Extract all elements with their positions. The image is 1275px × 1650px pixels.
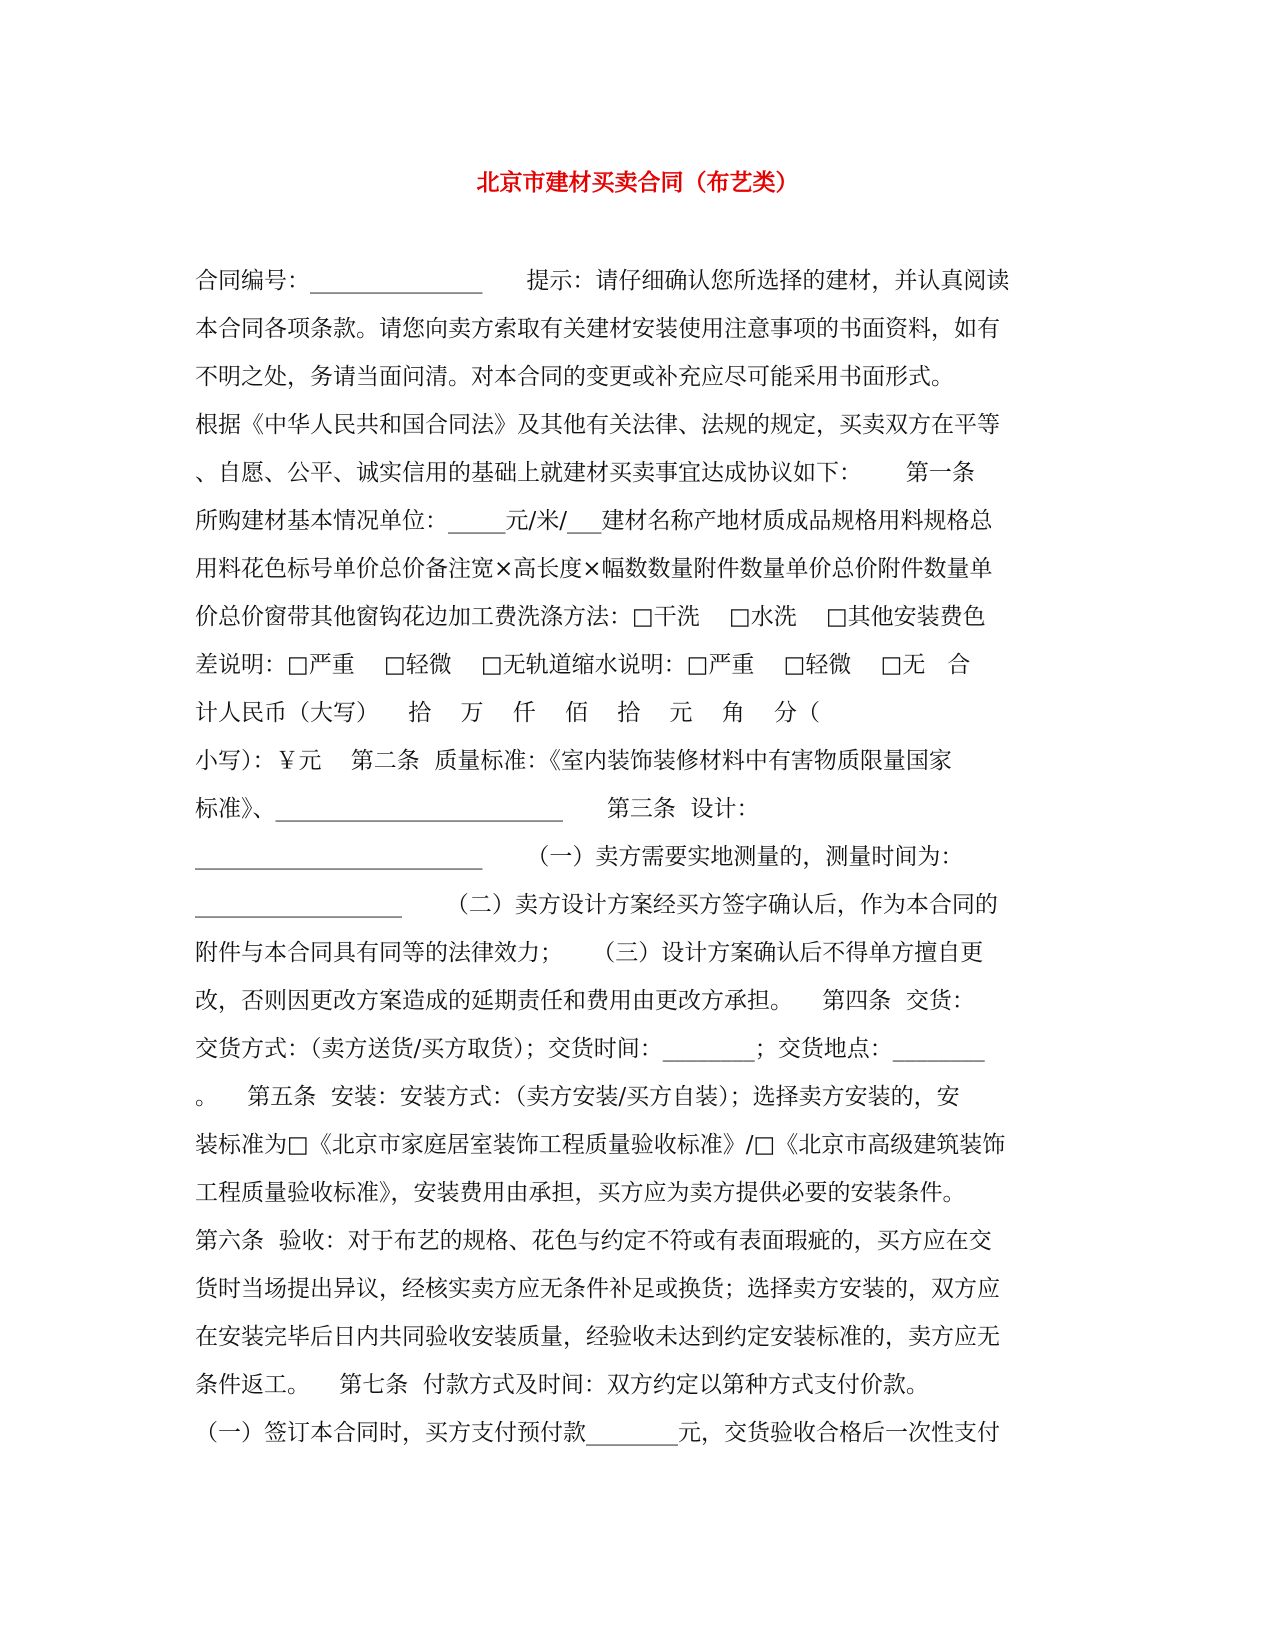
body-line: 差说明：□严重 □轻微 □无轨道缩水说明：□严重 □轻微 □无 合	[195, 652, 971, 678]
body-line: 在安装完毕后日内共同验收安装质量，经验收未达到约定安装标准的，卖方应无	[195, 1324, 1000, 1350]
body-line: 。 第五条 安装：安装方式：（卖方安装/买方自装）；选择卖方安装的，安	[195, 1084, 960, 1110]
contract-body	[195, 257, 1081, 1457]
body-line: 改，否则因更改方案造成的延期责任和费用由更改方承担。 第四条 交货：	[195, 988, 975, 1014]
body-line: 不明之处，务请当面问清。对本合同的变更或补充应尽可能采用书面形式。	[195, 364, 954, 390]
body-line: 本合同各项条款。请您向卖方索取有关建材安装使用注意事项的书面资料，如有	[195, 316, 1000, 342]
body-line: （一）签订本合同时，买方支付预付款________元，交货验收合格后一次性支付	[195, 1420, 1000, 1446]
body-line: _________________________ （一）卖方需要实地测量的，测量时间为：	[195, 844, 964, 870]
body-line: 附件与本合同具有同等的法律效力； （三）设计方案确认后不得单方擅自更	[195, 940, 984, 966]
body-line: 标准》、_________________________ 第三条 设计：	[195, 796, 760, 822]
body-line: 第六条 验收：对于布艺的规格、花色与约定不符或有表面瑕疵的，买方应在交	[195, 1228, 992, 1254]
body-line: 装标准为□《北京市家庭居室装饰工程质量验收标准》/□《北京市高级建筑装饰	[195, 1132, 1006, 1158]
body-line: 货时当场提出异议，经核实卖方应无条件补足或换货；选择卖方安装的，双方应	[195, 1276, 1000, 1302]
body-line: 小写）：￥元 第二条 质量标准：《室内装饰装修材料中有害物质限量国家	[195, 748, 952, 774]
body-line: 工程质量验收标准》，安装费用由承担，买方应为卖方提供必要的安装条件。	[195, 1180, 966, 1206]
body-line: 所购建材基本情况单位：_____元/米/___建材名称产地材质成品规格用料规格总	[195, 508, 993, 534]
body-line: 、自愿、公平、诚实信用的基础上就建材买卖事宜达成协议如下： 第一条	[195, 460, 975, 486]
body-line: 根据《中华人民共和国合同法》及其他有关法律、法规的规定，买卖双方在平等	[195, 412, 1000, 438]
body-line: __________________ （二）卖方设计方案经买方签字确认后，作为本合同的	[195, 892, 998, 918]
document-title: 北京市建材买卖合同（布艺类）	[476, 169, 799, 196]
body-line: 合同编号：_______________ 提示：请仔细确认您所选择的建材，并认真阅读	[195, 268, 1010, 294]
body-line: 用料花色标号单价总价备注宽×高长度×幅数数量附件数量单价总价附件数量单	[195, 556, 993, 582]
body-line: 计人民币（大写） 拾 万 仟 佰 拾 元 角 分（	[195, 700, 820, 726]
body-line: 交货方式：（卖方送货/买方取货）；交货时间：________；交货地点：________	[195, 1036, 985, 1062]
body-line: 价总价窗带其他窗钩花边加工费洗涤方法：□干洗 □水洗 □其他安装费色	[195, 604, 986, 630]
body-line: 条件返工。 第七条 付款方式及时间：双方约定以第种方式支付价款。	[195, 1372, 929, 1398]
